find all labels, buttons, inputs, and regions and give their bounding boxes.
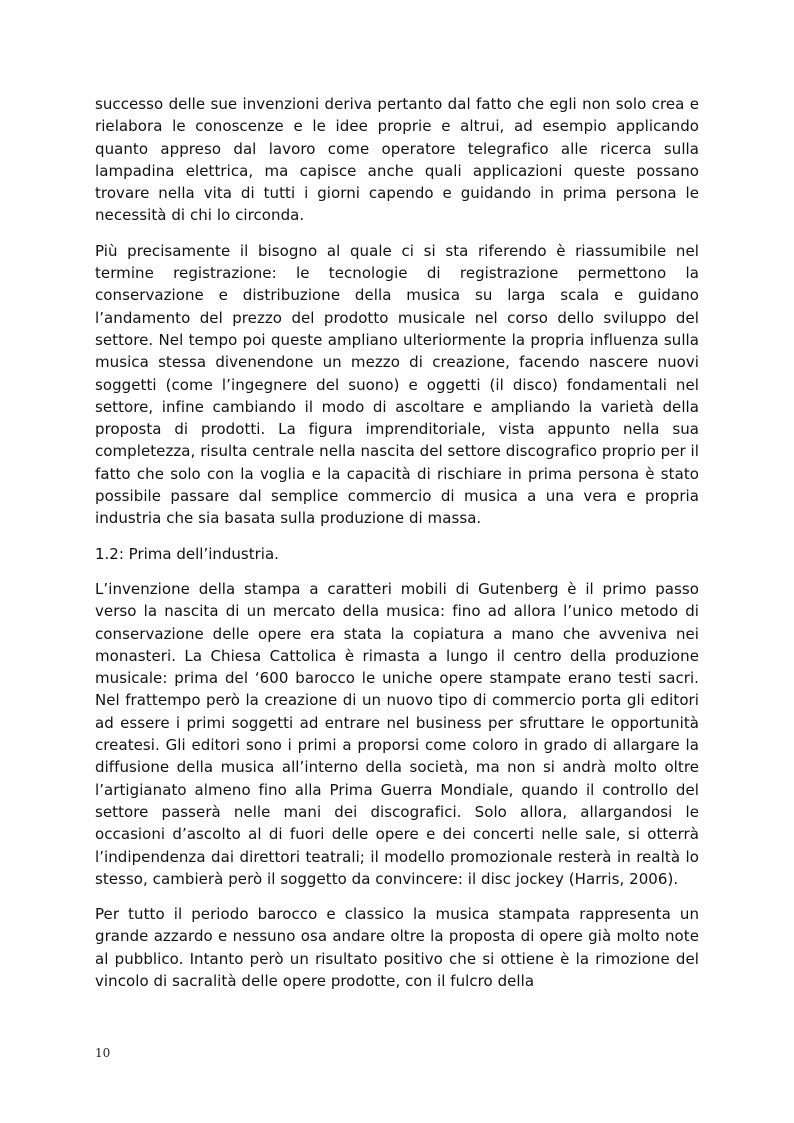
section-heading: 1.2: Prima dell’industria. [95,544,279,563]
page-number: 10 [95,1046,111,1060]
page-body [95,93,699,1005]
paragraph-baroque-classic: Per tutto il periodo barocco e classico la musica stampata rappresenta un grande azzardo e nessuno osa andare oltre la proposta di opere già molto note al pubblico. Intanto però un risultato positivo che si ottiene è la rimozione del vincolo di sacralità delle opere prodotte, con il fulcro della [95,905,699,990]
paragraph-edison-success: successo delle sue invenzioni deriva pertanto dal fatto che egli non solo crea e rielabora le conoscenze e le idee proprie e altrui, ad esempio applicando quanto appreso dal lavoro come operatore telegrafico alle ricerca sulla lampadina elettrica, ma capisce anche quali applicazioni queste possano trovare nella vita di tutti i giorni capendo e guidando in prima persona le necessità di chi lo circonda. [95,95,699,225]
paragraph-recording-need: Più precisamente il bisogno al quale ci si sta riferendo è riassumibile nel termine registrazione: le tecnologie di registrazione permettono la conservazione e distribuzione della musica su larga scala e guidano l’andamento del prezzo del prodotto musicale nel corso dello sviluppo del settore. Nel tempo poi queste ampliano ulteriormente la propria influenza sulla musica stessa divenendone un mezzo di creazione, facendo nascere nuovi soggetti (come l’ingegnere del suono) e oggetti (il disco) fondamentali nel settore, infine cambiando il modo di ascoltare e ampliando la varietà della proposta di prodotti. La figura imprenditoriale, vista appunto nella sua completezza, risulta centrale nella nascita del settore discografico proprio per il fatto che solo con la voglia e la capacità di rischiare in prima persona è stato possibile passare dal semplice commercio di musica a una vera e propria industria che sia basata sulla produzione di massa. [95,241,699,528]
paragraph-gutenberg: L’invenzione della stampa a caratteri mobili di Gutenberg è il primo passo verso la nascita di un mercato della musica: fino ad allora l’unico metodo di conservazione delle opere era stata la copiatura a mano che avveniva nei monasteri. La Chiesa Cattolica è rimasta a lungo il centro della produzione musicale: prima del ‘600 barocco le uniche opere stampate erano testi sacri. Nel frattempo però la creazione di un nuovo tipo di commercio porta gli editori ad essere i primi soggetti ad entrare nel business per sfruttare le opportunità createsi. Gli editori sono i primi a proporsi come coloro in grado di allargare la diffusione della musica all’interno della società, ma non si andrà molto oltre l’artigianato almeno fino alla Prima Guerra Mondiale, quando il controllo del settore passerà nelle mani dei discografici. Solo allora, allargandosi le occasioni d’ascolto al di fuori delle opere e dei concerti nelle sale, si otterrà l’indipendenza dai direttori teatrali; il modello promozionale resterà in realtà lo stesso, cambierà però il soggetto da convincere: il disc jockey (Harris, 2006). [95,579,699,888]
